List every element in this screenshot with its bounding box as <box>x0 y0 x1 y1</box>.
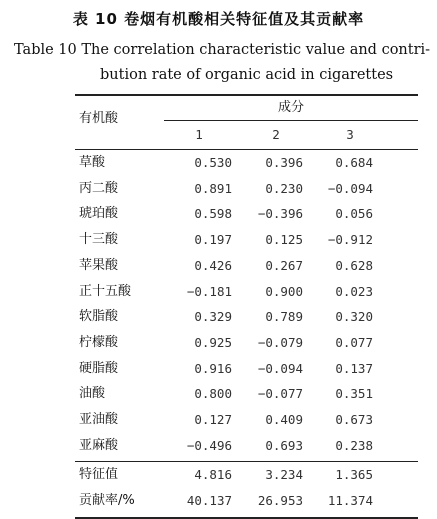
table-row-value-2: −0.077 <box>257 386 303 402</box>
summary-row-value-2: 26.953 <box>257 493 303 509</box>
table-row-value-3: 0.023 <box>335 283 373 299</box>
row-header: 有机酸 <box>79 111 119 126</box>
table-row-value-2: 0.900 <box>265 283 303 299</box>
table-row-value-2: −0.396 <box>257 206 303 222</box>
table-row-value-3: 0.320 <box>335 309 373 325</box>
table-row-value-3: 0.238 <box>335 437 373 453</box>
column-header-2: 2 <box>272 127 280 142</box>
column-header-3: 3 <box>346 127 354 142</box>
table-row-value-1: 0.197 <box>194 232 232 248</box>
table-row-label: 亚油酸 <box>79 412 119 427</box>
table-row-value-2: 0.230 <box>265 180 303 196</box>
table-row-value-2: 0.267 <box>265 257 303 273</box>
summary-row-value-3: 11.374 <box>327 493 373 509</box>
table-row-value-3: −0.912 <box>327 232 373 248</box>
table-row-value-1: 0.800 <box>194 386 232 402</box>
table-row-value-3: 0.077 <box>335 334 373 350</box>
header-bottom-rule <box>75 149 418 150</box>
table-row-value-2: −0.094 <box>257 360 303 376</box>
table-row-value-3: 0.673 <box>335 412 373 427</box>
table-row-label: 软脂酸 <box>79 309 119 325</box>
table-row-label: 亚麻酸 <box>79 437 119 453</box>
table-row-value-3: 0.351 <box>335 386 373 402</box>
table-row-label: 琥珀酸 <box>79 206 119 222</box>
group-header-rule <box>164 120 418 121</box>
table-row-label: 草酸 <box>79 155 106 170</box>
table-row-value-3: 0.628 <box>335 257 373 273</box>
table-row-value-1: 0.426 <box>194 257 232 273</box>
table-row-value-1: 0.530 <box>194 155 232 170</box>
table-row-value-3: 0.056 <box>335 206 373 222</box>
summary-row-label: 贡献率/% <box>79 493 135 509</box>
table-row-value-1: 0.925 <box>194 334 232 350</box>
table-row-value-2: 0.693 <box>265 437 303 453</box>
table-row-value-3: 0.137 <box>335 360 373 376</box>
table-row-value-3: −0.094 <box>327 180 373 196</box>
column-header-1: 1 <box>195 127 203 142</box>
table-caption-cn: 表 10 卷烟有机酸相关特征值及其贡献率 <box>72 10 365 28</box>
table-caption-en <box>14 38 432 88</box>
caption-en-line-1: Table 10 The correlation characteristic value and contri- <box>14 42 431 58</box>
table-row-value-1: 0.127 <box>194 412 232 427</box>
table-row-label: 硬脂酸 <box>79 360 119 376</box>
table-row-value-2: −0.079 <box>257 334 303 350</box>
summary-row-value-1: 4.816 <box>194 467 232 483</box>
table-row-label: 丙二酸 <box>79 180 119 196</box>
summary-row-value-1: 40.137 <box>186 493 232 509</box>
table-bottom-rule <box>75 517 418 519</box>
table-row-label: 十三酸 <box>79 232 119 248</box>
table-row-label: 正十五酸 <box>79 283 132 299</box>
table-row-value-2: 0.125 <box>265 232 303 248</box>
table-row-value-2: 0.789 <box>265 309 303 325</box>
caption-en-line-2: bution rate of organic acid in cigarettes <box>100 67 394 83</box>
table-row-value-3: 0.684 <box>335 155 373 170</box>
table-row-value-1: −0.496 <box>186 437 232 453</box>
summary-divider-rule <box>75 461 418 462</box>
table-row-value-1: 0.329 <box>194 309 232 325</box>
table-row-value-2: 0.396 <box>265 155 303 170</box>
table-row-value-1: 0.598 <box>194 206 232 222</box>
table-row-value-1: 0.916 <box>194 360 232 376</box>
table-row-label: 柠檬酸 <box>79 334 119 350</box>
group-header: 成分 <box>277 100 304 115</box>
summary-row-label: 特征值 <box>79 467 119 483</box>
table-row-label: 油酸 <box>79 386 106 402</box>
summary-row-value-2: 3.234 <box>265 467 303 483</box>
table-row-label: 苹果酸 <box>79 257 119 273</box>
summary-row-value-3: 1.365 <box>335 467 373 483</box>
table-row-value-1: 0.891 <box>194 180 232 196</box>
data-table <box>75 94 418 514</box>
table-row-value-2: 0.409 <box>265 412 303 427</box>
table-row-value-1: −0.181 <box>186 283 232 299</box>
